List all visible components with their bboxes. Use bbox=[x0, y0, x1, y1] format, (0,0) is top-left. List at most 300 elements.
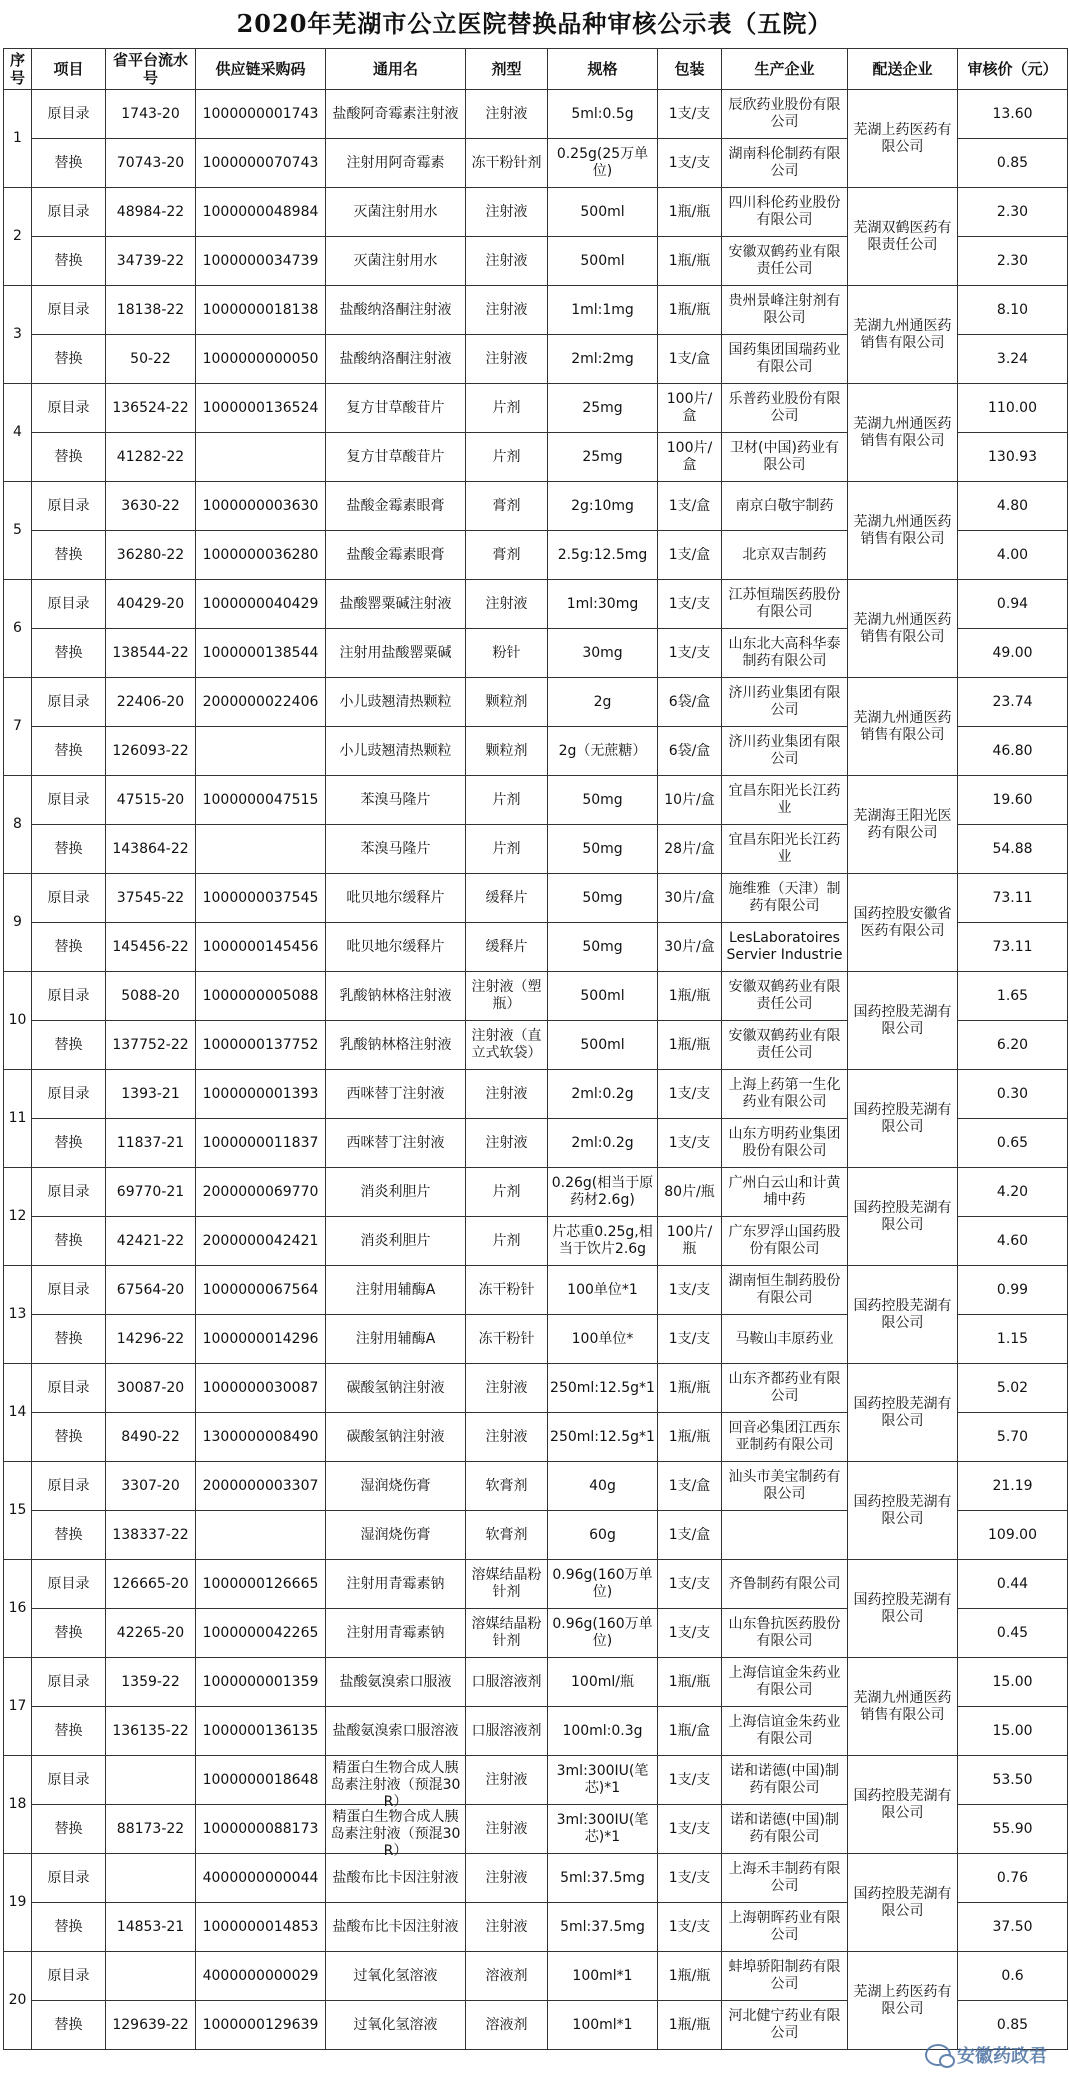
cell-maker bbox=[722, 874, 848, 923]
table-row bbox=[4, 972, 1068, 1021]
cell-spec bbox=[548, 482, 658, 531]
cell-price: 4.80 bbox=[958, 482, 1068, 531]
cell-distributor: 国药控股芜湖有限公司 bbox=[848, 1364, 958, 1462]
cell-maker-text: 齐鲁制药有限公司 bbox=[728, 1575, 841, 1592]
header-form: 剂型 bbox=[466, 49, 548, 90]
cell-pack-text: 1支/支 bbox=[668, 1771, 711, 1788]
cell-maker bbox=[722, 1364, 848, 1413]
cell-name-text: 注射用辅酶A bbox=[355, 1281, 436, 1298]
cell-spec bbox=[548, 1413, 658, 1462]
cell-item-text: 原目录 bbox=[47, 1869, 90, 1886]
cell-maker-text: 国药集团国瑞药业有限公司 bbox=[728, 342, 841, 375]
cell-maker-text: 贵州景峰注射剂有限公司 bbox=[728, 293, 841, 326]
cell-code-text: 1000000018648 bbox=[202, 1771, 319, 1788]
cell-pack-text: 1支/支 bbox=[668, 1869, 711, 1886]
cell-item bbox=[32, 1560, 106, 1609]
cell-form-text: 溶媒结晶粉针剂 bbox=[471, 1616, 542, 1649]
cell-code bbox=[196, 1315, 326, 1364]
cell-name bbox=[326, 1364, 466, 1413]
cell-code bbox=[196, 531, 326, 580]
cell-code-text: 4000000000044 bbox=[202, 1869, 319, 1886]
cell-name bbox=[326, 580, 466, 629]
cell-spec-text: 100ml*1 bbox=[572, 2016, 633, 2033]
cell-item bbox=[32, 874, 106, 923]
cell-pack-text: 1瓶/瓶 bbox=[668, 2016, 711, 2033]
cell-spec bbox=[548, 972, 658, 1021]
cell-pack bbox=[658, 90, 722, 139]
cell-code bbox=[196, 286, 326, 335]
cell-name bbox=[326, 1511, 466, 1560]
cell-code bbox=[196, 1707, 326, 1756]
cell-spec bbox=[548, 776, 658, 825]
cell-pack-text: 1瓶/瓶 bbox=[668, 1036, 711, 1053]
cell-price: 21.19 bbox=[958, 1462, 1068, 1511]
cell-maker-text: LesLaboratoires Servier Industrie bbox=[726, 930, 843, 963]
table-row bbox=[4, 188, 1068, 237]
cell-item bbox=[32, 1707, 106, 1756]
cell-form bbox=[466, 1266, 548, 1315]
cell-pack bbox=[658, 1560, 722, 1609]
cell-name bbox=[326, 1658, 466, 1707]
cell-code-text: 1000000136524 bbox=[202, 399, 319, 416]
cell-spec-text: 50mg bbox=[582, 840, 623, 857]
cell-form bbox=[466, 678, 548, 727]
cell-code-text: 1000000018138 bbox=[202, 301, 319, 318]
cell-item-text: 原目录 bbox=[47, 1281, 90, 1298]
cell-maker-text: 上海信谊金朱药业有限公司 bbox=[728, 1665, 841, 1698]
cell-price: 53.50 bbox=[958, 1756, 1068, 1805]
cell-name-text: 盐酸纳洛酮注射液 bbox=[339, 301, 452, 318]
cell-form bbox=[466, 237, 548, 286]
cell-name bbox=[326, 1266, 466, 1315]
cell-code-text: 1000000030087 bbox=[202, 1379, 319, 1396]
cell-maker bbox=[722, 1952, 848, 2001]
cell-distributor: 芜湖上药医药有限公司 bbox=[848, 1952, 958, 2050]
cell-maker bbox=[722, 237, 848, 286]
cell-code-text: 1300000008490 bbox=[202, 1428, 319, 1445]
cell-maker-text: 山东齐都药业有限公司 bbox=[728, 1371, 841, 1404]
cell-maker-text: 安徽双鹤药业有限责任公司 bbox=[728, 1028, 841, 1061]
cell-spec-text: 2g（无蔗糖） bbox=[558, 742, 647, 759]
cell-item-text: 原目录 bbox=[47, 301, 90, 318]
cell-price: 23.74 bbox=[958, 678, 1068, 727]
cell-spec bbox=[548, 384, 658, 433]
cell-code-text: 1000000001359 bbox=[202, 1673, 319, 1690]
cell-code bbox=[196, 1511, 326, 1560]
cell-pack bbox=[658, 2001, 722, 2050]
cell-item-text: 替换 bbox=[54, 252, 83, 269]
cell-name-text: 小儿豉翘清热颗粒 bbox=[339, 742, 452, 759]
cell-form bbox=[466, 1462, 548, 1511]
cell-spec bbox=[548, 1070, 658, 1119]
cell-distributor: 芜湖九州通医药销售有限公司 bbox=[848, 580, 958, 678]
cell-code-text: 1000000003630 bbox=[202, 497, 319, 514]
cell-form bbox=[466, 335, 548, 384]
cell-code bbox=[196, 678, 326, 727]
cell-pack-text: 100片/盒 bbox=[666, 440, 713, 473]
cell-name-text: 灭菌注射用水 bbox=[353, 252, 438, 269]
table-row bbox=[4, 776, 1068, 825]
cell-spec-text: 25mg bbox=[582, 399, 623, 416]
cell-item bbox=[32, 727, 106, 776]
cell-name bbox=[326, 1903, 466, 1952]
cell-spec bbox=[548, 335, 658, 384]
cell-serial-text: 42421-22 bbox=[116, 1232, 185, 1249]
cell-spec bbox=[548, 1511, 658, 1560]
header-item: 项目 bbox=[32, 49, 106, 90]
cell-code-text: 1000000136135 bbox=[202, 1722, 319, 1739]
cell-serial-text: 40429-20 bbox=[116, 595, 185, 612]
cell-maker bbox=[722, 1168, 848, 1217]
cell-pack-text: 10片/盒 bbox=[664, 791, 715, 808]
cell-form bbox=[466, 1315, 548, 1364]
cell-code-text: 1000000042265 bbox=[202, 1624, 319, 1641]
cell-name-text: 吡贝地尔缓释片 bbox=[346, 889, 445, 906]
cell-maker bbox=[722, 1805, 848, 1854]
cell-code-text: 1000000129639 bbox=[202, 2016, 319, 2033]
cell-name-text: 乳酸钠林格注射液 bbox=[339, 1036, 452, 1053]
cell-serial-text: 70743-20 bbox=[116, 154, 185, 171]
cell-item bbox=[32, 1805, 106, 1854]
cell-code-text: 1000000048984 bbox=[202, 203, 319, 220]
cell-price: 3.24 bbox=[958, 335, 1068, 384]
cell-pack bbox=[658, 1168, 722, 1217]
cell-pack bbox=[658, 1511, 722, 1560]
cell-item-text: 原目录 bbox=[47, 1379, 90, 1396]
cell-pack-text: 30片/盒 bbox=[664, 938, 715, 955]
cell-serial-text: 136524-22 bbox=[112, 399, 189, 416]
cell-maker bbox=[722, 678, 848, 727]
cell-spec-text: 40g bbox=[589, 1477, 616, 1494]
cell-serial-text: 126093-22 bbox=[112, 742, 189, 759]
cell-serial bbox=[106, 139, 196, 188]
cell-form bbox=[466, 874, 548, 923]
cell-pack bbox=[658, 1707, 722, 1756]
cell-price: 0.85 bbox=[958, 2001, 1068, 2050]
cell-name bbox=[326, 139, 466, 188]
cell-serial bbox=[106, 678, 196, 727]
cell-pack-text: 1支/盒 bbox=[668, 1526, 711, 1543]
cell-maker bbox=[722, 90, 848, 139]
cell-code-text: 1000000037545 bbox=[202, 889, 319, 906]
cell-group-no: 13 bbox=[4, 1266, 32, 1364]
cell-maker bbox=[722, 433, 848, 482]
cell-code bbox=[196, 1070, 326, 1119]
cell-pack-text: 1瓶/瓶 bbox=[668, 1673, 711, 1690]
cell-maker-text: 湖南恒生制药股份有限公司 bbox=[728, 1273, 841, 1306]
cell-form-text: 片剂 bbox=[492, 791, 521, 808]
cell-code-text: 1000000001743 bbox=[202, 105, 319, 122]
cell-maker bbox=[722, 1070, 848, 1119]
cell-maker-text: 安徽双鹤药业有限责任公司 bbox=[728, 979, 841, 1012]
cell-item-text: 替换 bbox=[54, 154, 83, 171]
cell-serial bbox=[106, 1119, 196, 1168]
cell-spec-text: 25mg bbox=[582, 448, 623, 465]
cell-maker-text: 广东罗浮山国药股份有限公司 bbox=[728, 1224, 841, 1257]
cell-code bbox=[196, 727, 326, 776]
cell-form-text: 注射液 bbox=[485, 203, 528, 220]
cell-form bbox=[466, 1560, 548, 1609]
cell-pack-text: 6袋/盒 bbox=[668, 742, 711, 759]
cell-item bbox=[32, 678, 106, 727]
cell-item-text: 原目录 bbox=[47, 693, 90, 710]
cell-spec bbox=[548, 580, 658, 629]
cell-form-text: 冻干粉针 bbox=[478, 1330, 535, 1347]
cell-price: 0.85 bbox=[958, 139, 1068, 188]
cell-serial bbox=[106, 1854, 196, 1903]
cell-spec bbox=[548, 1609, 658, 1658]
cell-serial bbox=[106, 237, 196, 286]
cell-form-text: 注射液 bbox=[485, 1085, 528, 1102]
cell-code bbox=[196, 1756, 326, 1805]
cell-group-no: 9 bbox=[4, 874, 32, 972]
cell-serial bbox=[106, 1511, 196, 1560]
cell-name-text: 复方甘草酸苷片 bbox=[346, 448, 445, 465]
cell-maker-text: 广州白云山和计黄埔中药 bbox=[728, 1175, 841, 1208]
cell-serial bbox=[106, 1609, 196, 1658]
cell-code bbox=[196, 874, 326, 923]
cell-name-text: 注射用盐酸罂粟碱 bbox=[339, 644, 452, 661]
cell-pack bbox=[658, 237, 722, 286]
cell-spec bbox=[548, 1658, 658, 1707]
cell-item bbox=[32, 237, 106, 286]
cell-pack-text: 1瓶/瓶 bbox=[668, 301, 711, 318]
table-body bbox=[4, 90, 1068, 2050]
cell-name-text: 湿润烧伤膏 bbox=[360, 1477, 431, 1494]
cell-serial bbox=[106, 874, 196, 923]
cell-group-no: 5 bbox=[4, 482, 32, 580]
cell-code bbox=[196, 1021, 326, 1070]
cell-name bbox=[326, 1854, 466, 1903]
cell-name-text: 湿润烧伤膏 bbox=[360, 1526, 431, 1543]
cell-name bbox=[326, 1315, 466, 1364]
cell-item bbox=[32, 1462, 106, 1511]
cell-spec bbox=[548, 1119, 658, 1168]
cell-serial bbox=[106, 531, 196, 580]
cell-form-text: 片剂 bbox=[492, 1183, 521, 1200]
cell-form-text: 注射液 bbox=[485, 1869, 528, 1886]
cell-serial bbox=[106, 1070, 196, 1119]
cell-form bbox=[466, 776, 548, 825]
cell-name bbox=[326, 286, 466, 335]
cell-form-text: 溶媒结晶粉针剂 bbox=[471, 1567, 542, 1600]
cell-maker bbox=[722, 1903, 848, 1952]
cell-item-text: 原目录 bbox=[47, 1771, 90, 1788]
cell-form-text: 注射液 bbox=[485, 1918, 528, 1935]
cell-pack bbox=[658, 678, 722, 727]
cell-item-text: 原目录 bbox=[47, 399, 90, 416]
cell-maker-text: 辰欣药业股份有限公司 bbox=[728, 97, 841, 130]
cell-maker bbox=[722, 531, 848, 580]
cell-item bbox=[32, 1903, 106, 1952]
cell-price: 55.90 bbox=[958, 1805, 1068, 1854]
cell-serial bbox=[106, 2001, 196, 2050]
cell-distributor: 芜湖九州通医药销售有限公司 bbox=[848, 384, 958, 482]
cell-item bbox=[32, 482, 106, 531]
cell-group-no: 17 bbox=[4, 1658, 32, 1756]
cell-pack-text: 100片/盒 bbox=[666, 391, 713, 424]
cell-pack bbox=[658, 580, 722, 629]
cell-pack bbox=[658, 1756, 722, 1805]
cell-name bbox=[326, 482, 466, 531]
cell-maker-text: 宜昌东阳光长江药业 bbox=[728, 783, 841, 816]
cell-price: 46.80 bbox=[958, 727, 1068, 776]
cell-pack-text: 1支/支 bbox=[668, 1820, 711, 1837]
cell-item bbox=[32, 188, 106, 237]
cell-spec-text: 2.5g:12.5mg bbox=[557, 546, 648, 563]
cell-price: 0.6 bbox=[958, 1952, 1068, 2001]
cell-serial-text: 138544-22 bbox=[112, 644, 189, 661]
cell-pack-text: 1支/盒 bbox=[668, 497, 711, 514]
cell-item-text: 替换 bbox=[54, 1918, 83, 1935]
cell-form-text: 注射液 bbox=[485, 595, 528, 612]
cell-item-text: 替换 bbox=[54, 1624, 83, 1641]
cell-item bbox=[32, 972, 106, 1021]
cell-spec bbox=[548, 1021, 658, 1070]
cell-form-text: 注射液 bbox=[485, 1428, 528, 1445]
cell-pack-text: 1支/支 bbox=[668, 1281, 711, 1298]
cell-serial bbox=[106, 923, 196, 972]
cell-price: 0.99 bbox=[958, 1266, 1068, 1315]
cell-spec-text: 1ml:1mg bbox=[571, 301, 634, 318]
cell-group-no: 14 bbox=[4, 1364, 32, 1462]
cell-group-no: 18 bbox=[4, 1756, 32, 1854]
cell-name bbox=[326, 1952, 466, 2001]
cell-code bbox=[196, 923, 326, 972]
cell-form-text: 冻干粉针剂 bbox=[471, 154, 542, 171]
cell-price: 130.93 bbox=[958, 433, 1068, 482]
cell-item-text: 替换 bbox=[54, 1820, 83, 1837]
cell-code bbox=[196, 1854, 326, 1903]
cell-form-text: 注射液 bbox=[485, 1379, 528, 1396]
cell-pack bbox=[658, 335, 722, 384]
cell-spec-text: 250ml:12.5g*1 bbox=[550, 1428, 655, 1445]
cell-price: 73.11 bbox=[958, 923, 1068, 972]
cell-item-text: 原目录 bbox=[47, 1575, 90, 1592]
cell-maker bbox=[722, 727, 848, 776]
cell-item bbox=[32, 776, 106, 825]
cell-distributor: 国药控股芜湖有限公司 bbox=[848, 1462, 958, 1560]
cell-name bbox=[326, 2001, 466, 2050]
cell-form-text: 注射液 bbox=[485, 1134, 528, 1151]
header-pack: 包装 bbox=[658, 49, 722, 90]
cell-spec bbox=[548, 874, 658, 923]
cell-name bbox=[326, 874, 466, 923]
cell-form-text: 缓释片 bbox=[485, 938, 528, 955]
cell-group-no: 8 bbox=[4, 776, 32, 874]
table-row bbox=[4, 678, 1068, 727]
cell-price: 109.00 bbox=[958, 1511, 1068, 1560]
cell-group-no: 15 bbox=[4, 1462, 32, 1560]
cell-spec-text: 30mg bbox=[582, 644, 623, 661]
cell-maker-text: 马鞍山丰原药业 bbox=[735, 1330, 834, 1347]
cell-form bbox=[466, 1756, 548, 1805]
cell-form-text: 缓释片 bbox=[485, 889, 528, 906]
cell-item bbox=[32, 1658, 106, 1707]
cell-form-text: 颗粒剂 bbox=[485, 742, 528, 759]
cell-maker-text: 济川药业集团有限公司 bbox=[728, 734, 841, 767]
cell-item-text: 替换 bbox=[54, 1428, 83, 1445]
cell-code-text: 1000000137752 bbox=[202, 1036, 319, 1053]
table-row bbox=[4, 1168, 1068, 1217]
cell-item-text: 原目录 bbox=[47, 497, 90, 514]
cell-name bbox=[326, 1462, 466, 1511]
cell-maker bbox=[722, 1266, 848, 1315]
cell-form bbox=[466, 188, 548, 237]
cell-price: 73.11 bbox=[958, 874, 1068, 923]
cell-maker bbox=[722, 384, 848, 433]
cell-form-text: 片剂 bbox=[492, 1232, 521, 1249]
cell-name-text: 注射用青霉素钠 bbox=[346, 1575, 445, 1592]
cell-group-no: 12 bbox=[4, 1168, 32, 1266]
cell-form-text: 片剂 bbox=[492, 448, 521, 465]
cell-distributor: 芜湖九州通医药销售有限公司 bbox=[848, 286, 958, 384]
cell-name-text: 消炎利胆片 bbox=[360, 1183, 431, 1200]
cell-spec bbox=[548, 629, 658, 678]
cell-pack-text: 1瓶/瓶 bbox=[668, 252, 711, 269]
cell-code bbox=[196, 1805, 326, 1854]
cell-maker bbox=[722, 1707, 848, 1756]
cell-name bbox=[326, 1217, 466, 1266]
cell-distributor: 国药控股芜湖有限公司 bbox=[848, 1070, 958, 1168]
cell-code-text: 2000000003307 bbox=[202, 1477, 319, 1494]
cell-price: 0.65 bbox=[958, 1119, 1068, 1168]
cell-maker-text: 济川药业集团有限公司 bbox=[728, 685, 841, 718]
cell-form bbox=[466, 1364, 548, 1413]
cell-group-no: 16 bbox=[4, 1560, 32, 1658]
cell-maker bbox=[722, 286, 848, 335]
cell-spec-text: 0.25g(25万单位) bbox=[556, 146, 649, 179]
cell-code bbox=[196, 1658, 326, 1707]
cell-maker-text: 山东方明药业集团股份有限公司 bbox=[728, 1126, 841, 1159]
cell-maker bbox=[722, 1658, 848, 1707]
cell-price: 4.00 bbox=[958, 531, 1068, 580]
cell-item-text: 原目录 bbox=[47, 1085, 90, 1102]
cell-code-text: 1000000011837 bbox=[202, 1134, 319, 1151]
cell-item bbox=[32, 90, 106, 139]
cell-maker-text: 上海上药第一生化药业有限公司 bbox=[728, 1077, 841, 1110]
cell-item-text: 原目录 bbox=[47, 1183, 90, 1200]
cell-maker-text: 上海禾丰制药有限公司 bbox=[728, 1861, 841, 1894]
cell-item bbox=[32, 139, 106, 188]
cell-item bbox=[32, 1021, 106, 1070]
cell-maker-text: 四川科伦药业股份有限公司 bbox=[728, 195, 841, 228]
cell-spec bbox=[548, 188, 658, 237]
cell-form-text: 片剂 bbox=[492, 840, 521, 857]
cell-code-text: 1000000047515 bbox=[202, 791, 319, 808]
cell-price: 19.60 bbox=[958, 776, 1068, 825]
cell-name-text: 西咪替丁注射液 bbox=[346, 1134, 445, 1151]
cell-price: 5.70 bbox=[958, 1413, 1068, 1462]
cell-serial bbox=[106, 1021, 196, 1070]
cell-name bbox=[326, 678, 466, 727]
cell-maker bbox=[722, 1217, 848, 1266]
cell-maker-text: 宜昌东阳光长江药业 bbox=[728, 832, 841, 865]
cell-pack bbox=[658, 923, 722, 972]
cell-spec-text: 2ml:0.2g bbox=[571, 1134, 634, 1151]
cell-code-text: 1000000036280 bbox=[202, 546, 319, 563]
cell-maker-text: 山东鲁抗医药股份有限公司 bbox=[728, 1616, 841, 1649]
cell-pack bbox=[658, 286, 722, 335]
cell-pack bbox=[658, 972, 722, 1021]
cell-code-text: 1000000000050 bbox=[202, 350, 319, 367]
cell-pack bbox=[658, 1315, 722, 1364]
cell-maker bbox=[722, 1315, 848, 1364]
cell-name-text: 西咪替丁注射液 bbox=[346, 1085, 445, 1102]
cell-item-text: 原目录 bbox=[47, 595, 90, 612]
cell-serial bbox=[106, 1658, 196, 1707]
cell-spec bbox=[548, 531, 658, 580]
